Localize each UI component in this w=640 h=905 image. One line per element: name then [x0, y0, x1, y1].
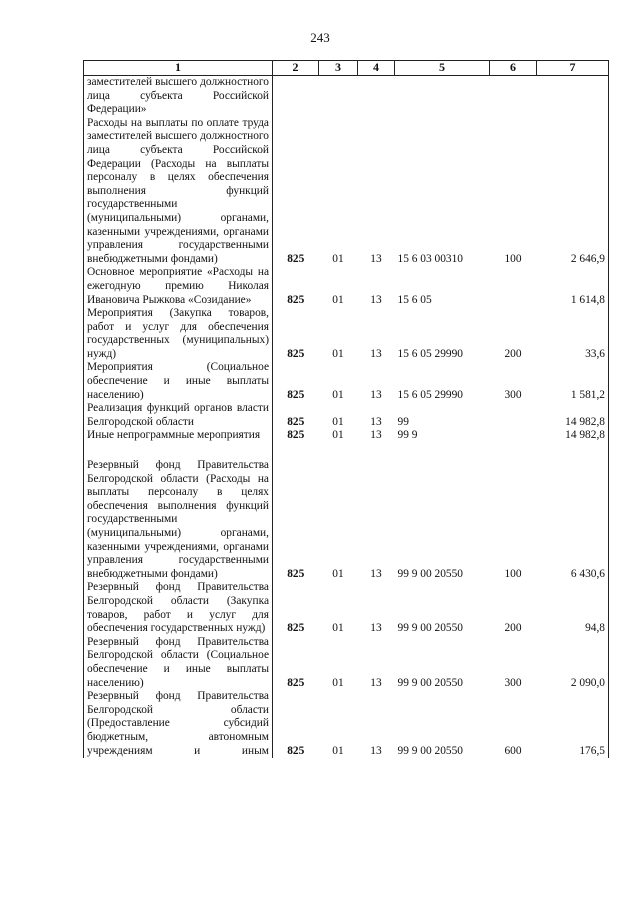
column-header-5: 5: [395, 61, 490, 76]
cell-col4: 13: [370, 622, 382, 635]
cell-col6: [490, 76, 537, 117]
row-name: Резервный фонд Правительства Белгородской области (Социальное обеспечение и иные выплаты населению): [84, 636, 273, 690]
column-header-2: 2: [273, 61, 319, 76]
row-name: Иные непрограммные мероприятия: [84, 429, 273, 443]
cell-col7: 14 982,8: [537, 429, 609, 443]
cell-col7: 33,6: [537, 307, 609, 361]
header-row: [84, 61, 609, 76]
cell-col3: 01: [332, 676, 344, 689]
cell-col4: 13: [370, 293, 382, 306]
cell-col5: 99 9: [397, 429, 418, 442]
cell-col6: 100: [504, 252, 522, 265]
row-name: Расходы на выплаты по оплате труда заместителей высшего должностного лица субъекта Российской Федерации (Расходы на выплаты персоналу в целях обеспечения выполнения функций государственными (муниципальными) органами, казенными учреждениями, органами управления государственными внебюджетными фондами): [84, 117, 273, 267]
cell-col5: 99 9 00 20550: [397, 744, 463, 757]
spacer-row: [84, 443, 609, 459]
table-row: [84, 307, 609, 361]
cell-col5: 15 6 03 00310: [397, 252, 463, 265]
column-header-7: 7: [537, 61, 609, 76]
cell-col2: 825: [287, 252, 305, 265]
cell-col7: 14 982,8: [537, 402, 609, 429]
cell-col4: 13: [370, 744, 382, 757]
cell-col7: 94,8: [537, 581, 609, 635]
table-row: [84, 76, 609, 117]
cell-col2: 825: [287, 415, 305, 428]
table-row: [84, 459, 609, 581]
cell-col4: [358, 76, 395, 117]
cell-col3: 01: [332, 293, 344, 306]
cell-col5: 99 9 00 20550: [397, 676, 463, 689]
cell-col3: 01: [332, 388, 344, 401]
page-number: 243: [310, 30, 330, 45]
cell-col2: 825: [287, 429, 305, 442]
cell-col7: 1 614,8: [537, 266, 609, 307]
column-header-1: 1: [84, 61, 273, 76]
cell-col2: 825: [287, 744, 305, 757]
cell-col2: 825: [287, 293, 305, 306]
table-row: [84, 636, 609, 690]
column-header-3: 3: [319, 61, 358, 76]
cell-col5: 99 9 00 20550: [397, 567, 463, 580]
cell-col6: 200: [504, 622, 522, 635]
cell-col4: 13: [370, 567, 382, 580]
column-header-6: 6: [490, 61, 537, 76]
cell-col3: 01: [332, 415, 344, 428]
row-name: Резервный фонд Правительства Белгородской области (Предоставление субсидий бюджетным, автономным учреждениям и иным: [84, 690, 273, 758]
budget-table: [83, 60, 609, 758]
cell-col5: 15 6 05: [397, 293, 432, 306]
cell-col7: 6 430,6: [537, 459, 609, 581]
cell-col2: 825: [287, 567, 305, 580]
cell-col6: 300: [504, 676, 522, 689]
cell-col3: 01: [332, 622, 344, 635]
cell-col2: 825: [287, 622, 305, 635]
cell-col4: 13: [370, 252, 382, 265]
cell-col6: 200: [504, 347, 522, 360]
cell-col5: 99: [397, 415, 409, 428]
cell-col3: 01: [332, 744, 344, 757]
cell-col7: 176,5: [537, 690, 609, 758]
table-row: [84, 266, 609, 307]
cell-col4: 13: [370, 347, 382, 360]
cell-col7: 1 581,2: [537, 361, 609, 402]
table-row: [84, 402, 609, 429]
row-name: Резервный фонд Правительства Белгородской области (Расходы на выплаты персоналу в целях обеспечения выполнения функций государственными (муниципальными) органами, казенными учреждениями, органами управления государственными внебюджетными фондами): [84, 459, 273, 581]
cell-col7: 2 646,9: [537, 117, 609, 267]
cell-col4: 13: [370, 429, 382, 442]
cell-col6: 100: [504, 567, 522, 580]
row-name: Мероприятия (Закупка товаров, работ и услуг для обеспечения государственных (муниципальных) нужд): [84, 307, 273, 361]
row-name: Резервный фонд Правительства Белгородской области (Закупка товаров, работ и услуг для обеспечения государственных нужд): [84, 581, 273, 635]
row-name: Реализация функций органов власти Белгородской области: [84, 402, 273, 429]
cell-col6: 600: [504, 744, 522, 757]
cell-col5: 15 6 05 29990: [397, 347, 463, 360]
cell-col5: 15 6 05 29990: [397, 388, 463, 401]
cell-col3: 01: [332, 252, 344, 265]
cell-col3: 01: [332, 429, 344, 442]
cell-col3: [319, 76, 358, 117]
cell-col6: [490, 429, 537, 443]
table-row: [84, 690, 609, 758]
cell-col5: [395, 76, 490, 117]
row-name: Основное мероприятие «Расходы на ежегодную премию Николая Ивановича Рыжкова «Созидание»: [84, 266, 273, 307]
cell-col4: 13: [370, 415, 382, 428]
cell-col3: 01: [332, 567, 344, 580]
cell-col3: 01: [332, 347, 344, 360]
cell-col6: 300: [504, 388, 522, 401]
table-row: [84, 361, 609, 402]
cell-col6: [490, 402, 537, 429]
cell-col2: 825: [287, 347, 305, 360]
cell-col7: [537, 76, 609, 117]
column-header-4: 4: [358, 61, 395, 76]
row-name: Мероприятия (Социальное обеспечение и иные выплаты населению): [84, 361, 273, 402]
cell-col6: [490, 266, 537, 307]
cell-col2: 825: [287, 676, 305, 689]
cell-col5: 99 9 00 20550: [397, 622, 463, 635]
cell-col2: 825: [287, 388, 305, 401]
cell-col4: 13: [370, 388, 382, 401]
cell-col2: [273, 76, 319, 117]
table-row: [84, 117, 609, 267]
table-row: [84, 429, 609, 443]
cell-col4: 13: [370, 676, 382, 689]
table-row: [84, 581, 609, 635]
cell-col7: 2 090,0: [537, 636, 609, 690]
row-name: заместителей высшего должностного лица субъекта Российской Федерации»: [84, 76, 273, 117]
